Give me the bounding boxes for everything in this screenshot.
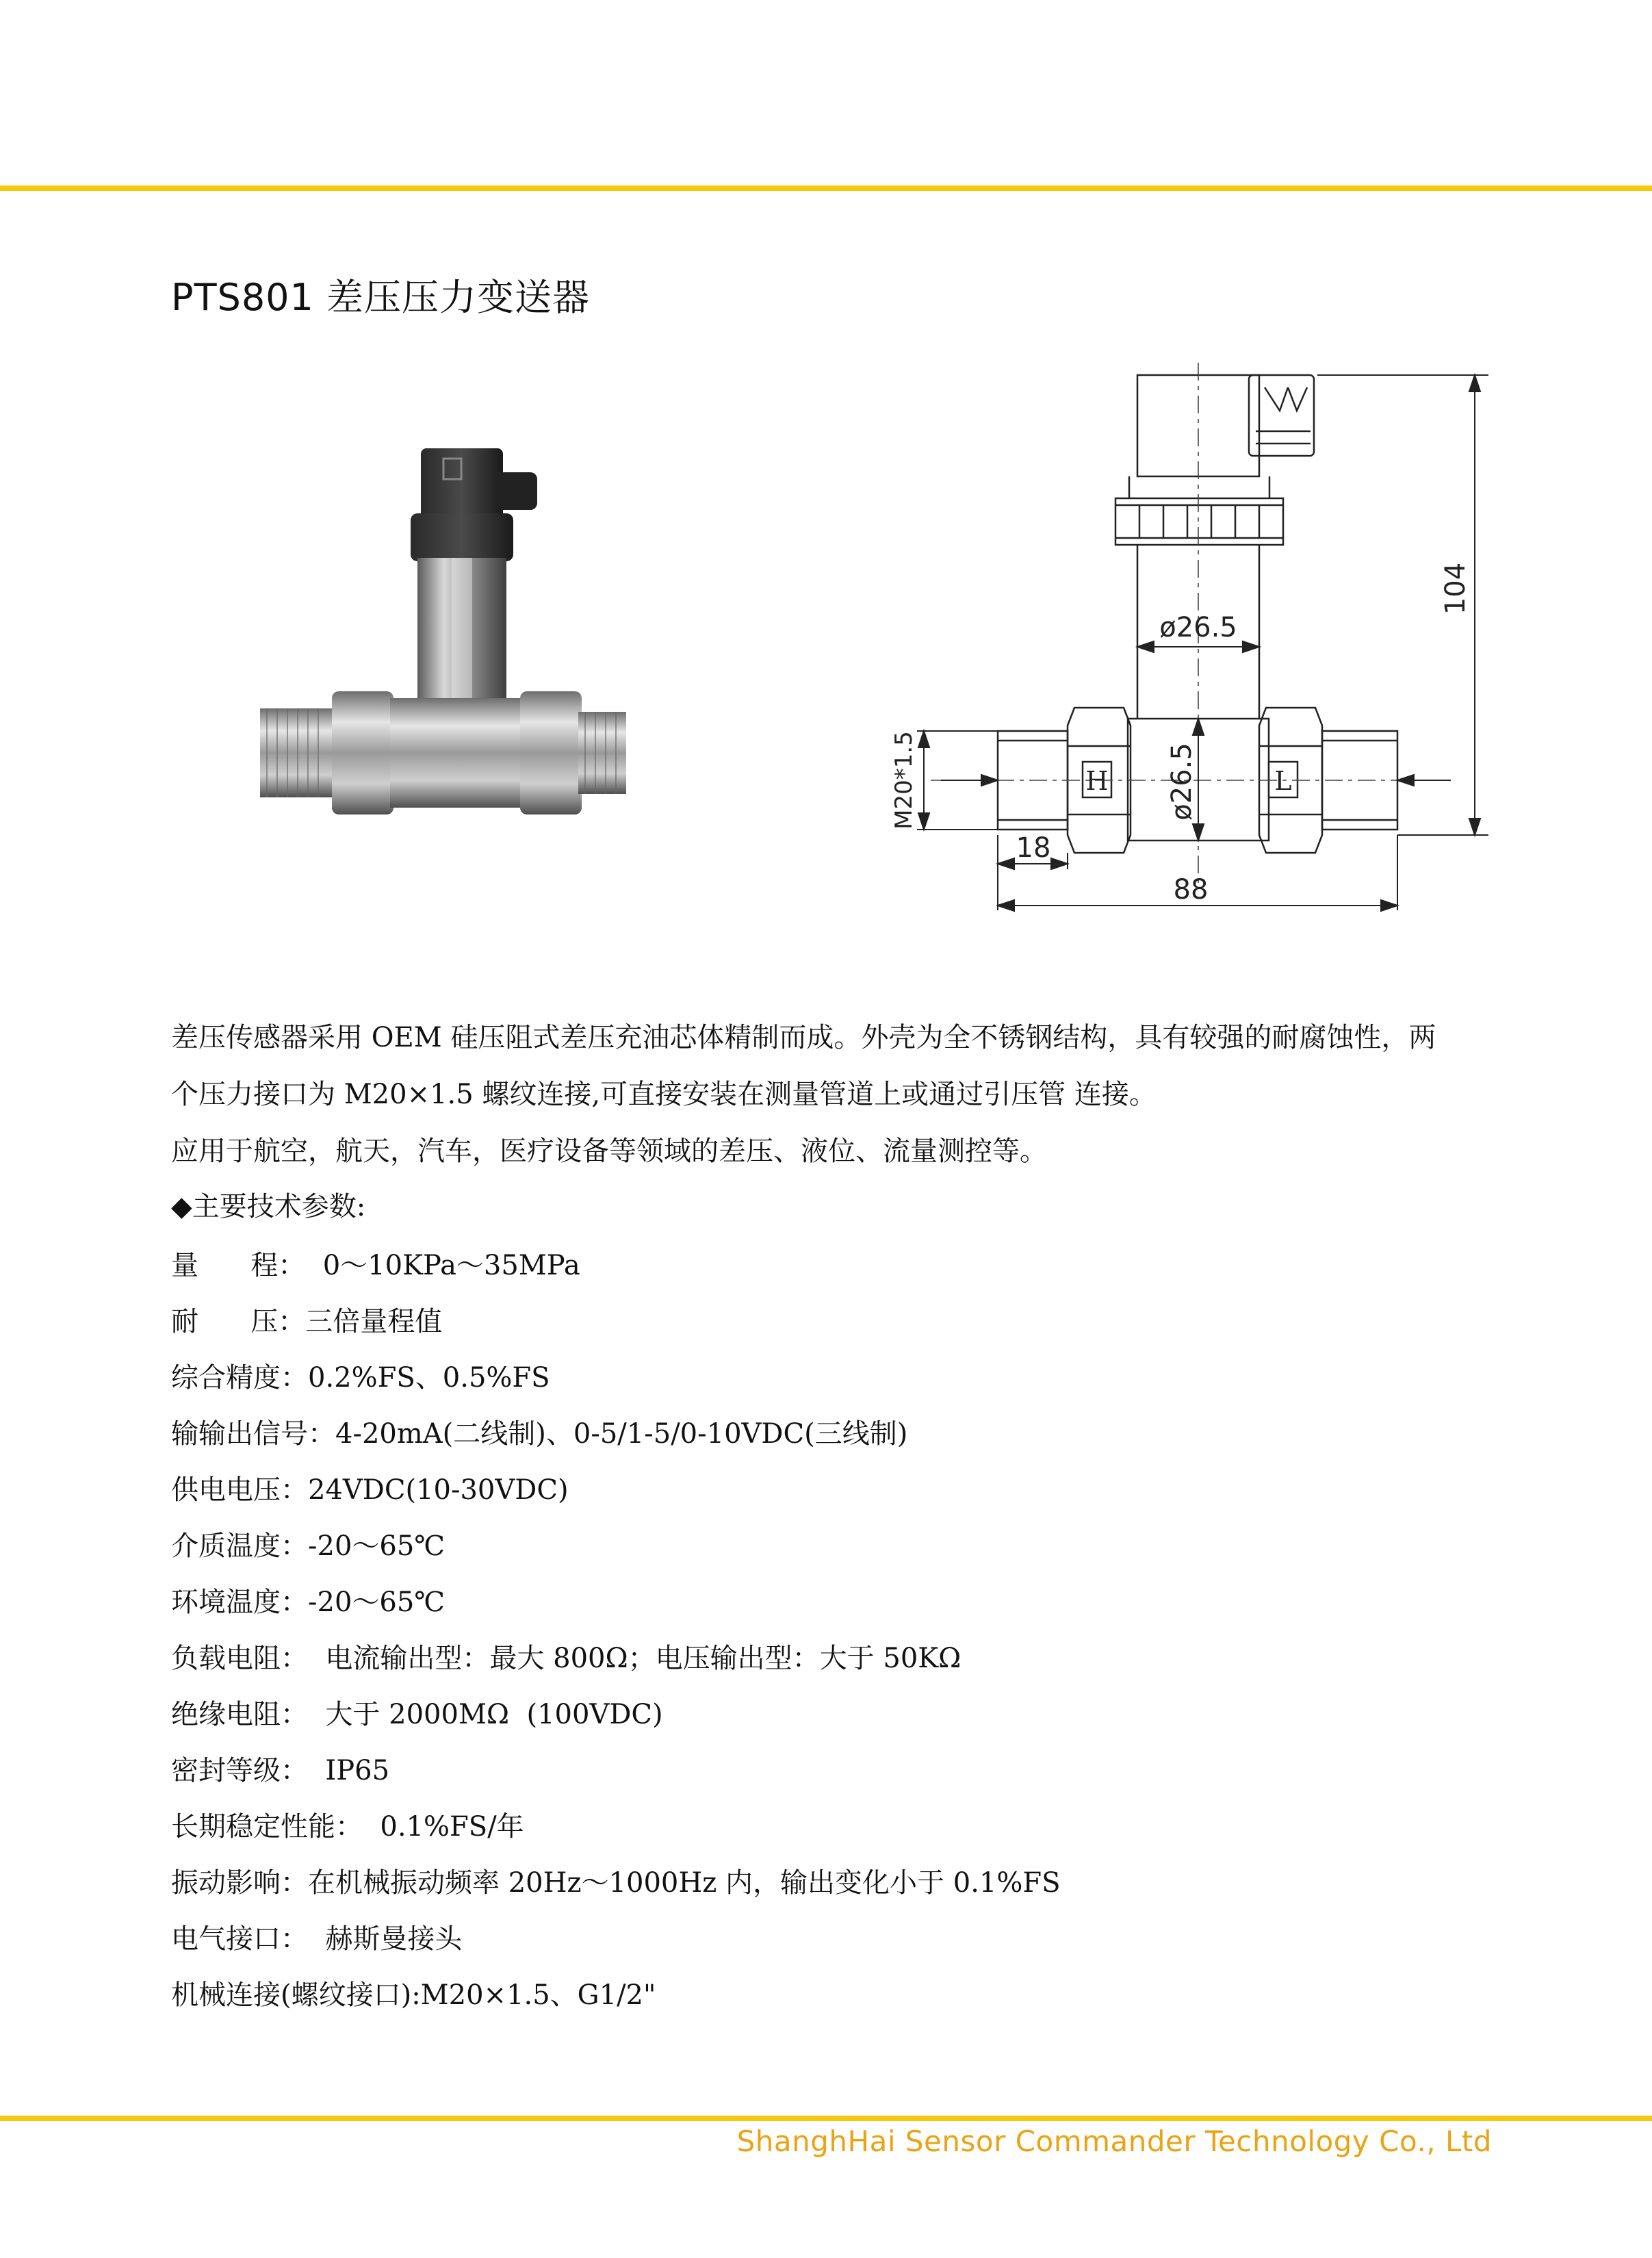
spec-item-vibration: 振动影响：在机械振动频率 20Hz～1000Hz 内，输出变化小于 0.1%FS — [171, 1867, 1061, 1899]
product-description — [171, 1010, 1512, 1180]
dim-upper-dia-label: ø26.5 — [1159, 612, 1237, 643]
port-high-label: H — [1085, 766, 1109, 796]
spec-item-electrical: 电气接口： 赫斯曼接头 — [171, 1923, 463, 1955]
spec-item-protection: 密封等级： IP65 — [171, 1755, 390, 1786]
description-line: 应用于航空，航天，汽车，医疗设备等领域的差压、液位、流量测控等。 — [171, 1136, 1047, 1167]
spec-item-overpressure: 耐 压：三倍量程值 — [171, 1306, 443, 1337]
dim-port-length-label: 18 — [1016, 832, 1051, 864]
spec-item-stability: 长期稳定性能： 0.1%FS/年 — [171, 1811, 524, 1843]
description-line: 个压力接口为 M20×1.5 螺纹连接,可直接安装在测量管道上或通过引压管 连接。 — [171, 1079, 1157, 1110]
spec-item-supply: 供电电压：24VDC(10-30VDC) — [171, 1474, 569, 1506]
dim-total-length-label: 88 — [1173, 874, 1209, 906]
dimension-drawing — [869, 363, 1526, 924]
footer-company-name: ShanghHai Sensor Commander Technology Co., Ltd — [736, 2125, 1492, 2158]
dim-height-label: 104 — [1440, 562, 1471, 615]
dim-body-dia-label: ø26.5 — [1166, 743, 1198, 821]
spec-item-mechanical: 机械连接(螺纹接口):M20×1.5、G1/2" — [171, 1979, 656, 2011]
page-title: PTS801 差压压力变送器 — [171, 276, 591, 319]
footer-rule — [0, 2116, 1652, 2121]
port-low-label: L — [1274, 766, 1292, 796]
spec-heading: ◆主要技术参数: — [171, 1191, 366, 1222]
spec-item-ambient-temp: 环境温度：-20～65℃ — [171, 1587, 446, 1618]
spec-list — [171, 1237, 1061, 2023]
product-photo — [246, 438, 630, 842]
header-rule — [0, 185, 1652, 191]
spec-item-accuracy: 综合精度：0.2%FS、0.5%FS — [171, 1362, 550, 1394]
spec-item-output: 输输出信号：4-20mA(二线制)、0-5/1-5/0-10VDC(三线制) — [171, 1418, 908, 1450]
spec-item-range: 量 程： 0～10KPa～35MPa — [171, 1250, 580, 1281]
spec-item-insulation: 绝缘电阻： 大于 2000MΩ (100VDC) — [171, 1699, 663, 1730]
description-line: 差压传感器采用 OEM 硅压阻式差压充油芯体精制而成。外壳为全不锈钢结构，具有较强的耐腐蚀性，两 — [171, 1022, 1436, 1053]
spec-item-load: 负载电阻： 电流输出型：最大 800Ω；电压输出型：大于 50KΩ — [171, 1643, 961, 1674]
spec-item-medium-temp: 介质温度：-20～65℃ — [171, 1530, 446, 1562]
dim-thread-label: M20*1.5 — [890, 731, 918, 830]
